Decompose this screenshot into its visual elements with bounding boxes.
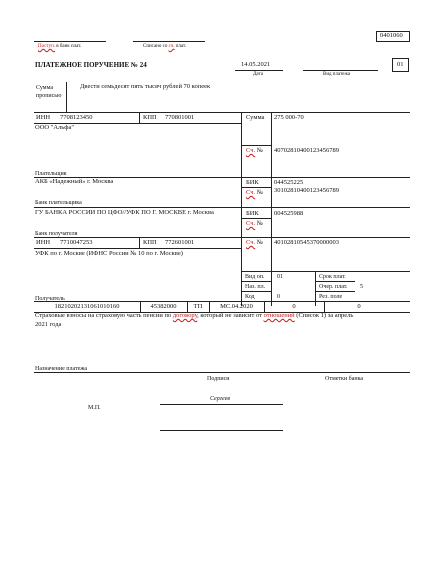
line-after-amount-words <box>34 112 410 113</box>
payee-bank-corr-label: Сч. № <box>246 220 263 227</box>
code-label: Код <box>245 294 255 300</box>
payer-bank-corr-account: 30102810400123456789 <box>274 187 339 194</box>
payee-inn-underline <box>34 248 241 249</box>
date-line <box>235 70 283 71</box>
payee-name: УФК по г. Москве (ИФНС России № 10 по г. Москве) <box>35 250 183 257</box>
amount-words: Двести семьдесят пять тысяч рублей 70 копеек <box>80 83 211 90</box>
amount-label: Сумма <box>246 114 265 121</box>
line-after-payee-bank <box>34 237 410 238</box>
signature-line-2 <box>160 430 283 431</box>
ops-line-3 <box>241 291 271 292</box>
payer-bank-corr-label: Сч. № <box>246 189 263 196</box>
reserve-label: Рез. поле <box>319 294 343 300</box>
op-type: 01 <box>277 274 283 280</box>
payee-bank-name: ГУ БАНКА РОССИИ ПО ЦФО//УФК ПО Г. МОСКВЕ г. Москва <box>35 209 214 216</box>
ops-line-3b <box>315 291 355 292</box>
payee-account: 40102810545370000003 <box>274 239 339 246</box>
amount-value: 275 000-70 <box>274 114 304 121</box>
amount-words-label-2: прописью <box>36 93 62 99</box>
payment-type-line <box>303 70 378 71</box>
payer-account: 40702810400123456789 <box>274 147 339 154</box>
payee-label: Получатель <box>35 296 65 302</box>
date-label: Дата <box>253 72 263 77</box>
payer-name: ООО "Альфа" <box>35 124 75 131</box>
purpose-label: Назначение платежа <box>35 366 88 372</box>
payer-inn-divider <box>139 112 140 123</box>
middle-column-right <box>271 112 272 306</box>
payment-type-label: Вид платежа <box>323 72 351 77</box>
payee-bank-bik: 004525988 <box>274 210 304 217</box>
line-after-amount <box>241 145 271 146</box>
amount-words-divider <box>66 82 67 112</box>
payer-bank-bik-underline <box>241 187 271 188</box>
tax-field-oktmo: 45382000 <box>150 303 177 310</box>
line-after-payer-bank <box>34 207 410 208</box>
payer-bank-name: АКБ «Надежный» г. Москва <box>35 178 114 185</box>
ops-line-1 <box>241 271 410 272</box>
received-label: Поступ. в банк плат. <box>38 44 82 49</box>
debited-label: Списано со сч. плат. <box>143 44 187 49</box>
debited-line <box>133 41 205 42</box>
payee-kpp: 772601001 <box>165 239 195 246</box>
op-type-label: Вид оп. <box>245 274 265 280</box>
payee-inn-divider <box>139 237 140 248</box>
signature-line-1 <box>160 404 283 405</box>
payer-label: Плательщик <box>35 171 67 177</box>
payment-date: 14.05.2021 <box>241 61 271 68</box>
middle-column-left <box>241 112 242 306</box>
stamp-label: М.П. <box>88 405 101 411</box>
payee-bank-bik-underline <box>241 218 271 219</box>
tax-field-basis: ТП <box>193 303 203 310</box>
tax-field-doc-date: 0 <box>357 303 361 310</box>
status-code: 01 <box>397 61 404 68</box>
pay-purpose-code-label: Наз. пл. <box>245 284 266 290</box>
payee-account-label: Сч. № <box>246 239 263 246</box>
order-label: Очер. плат. <box>319 284 348 290</box>
line-after-purpose <box>34 372 410 373</box>
payee-inn: 7710047253 <box>60 239 93 246</box>
tax-field-period: МС.04.2020 <box>220 303 253 310</box>
signature: Сергеев <box>210 396 230 402</box>
code-value: 0 <box>277 294 280 300</box>
order-value: 5 <box>360 284 363 290</box>
payer-kpp-label: КПП <box>143 114 157 121</box>
payer-inn: 7708123450 <box>60 114 93 121</box>
tax-field-doc-number: 0 <box>292 303 296 310</box>
ops-line-2b <box>315 281 355 282</box>
payee-bank-label: Банк получателя <box>35 231 78 237</box>
ops-line-2 <box>241 281 271 282</box>
line-after-payee <box>34 301 410 302</box>
tax-field-kbk: 18210202131061010160 <box>54 303 120 310</box>
payment-purpose-line-1: Страховые взносы на страховую часть пенсии по договору, который не зависит от отношений (Список 1) за апрель <box>35 312 354 319</box>
payer-bank-label: Банк плательщика <box>35 200 82 206</box>
amount-words-label-1: Сумма <box>36 85 53 91</box>
received-line <box>34 41 106 42</box>
form-code: 0401060 <box>380 32 403 39</box>
payment-purpose-line-2: 2021 года <box>35 321 62 328</box>
payee-bank-bik-label: БИК <box>246 210 259 217</box>
signatures-label: Подписи <box>207 376 230 382</box>
document-title: ПЛАТЕЖНОЕ ПОРУЧЕНИЕ № 24 <box>35 61 147 69</box>
pay-term-label: Срок плат. <box>319 274 346 280</box>
bank-marks-label: Отметки банка <box>325 376 364 382</box>
payer-kpp: 770801001 <box>165 114 195 121</box>
payer-bank-bik-label: БИК <box>246 179 259 186</box>
payer-bank-bik: 044525225 <box>274 179 304 186</box>
payer-inn-label: ИНН <box>36 114 51 121</box>
payer-account-label: Сч. № <box>246 147 263 154</box>
payee-inn-label: ИНН <box>36 239 51 246</box>
payee-kpp-label: КПП <box>143 239 157 246</box>
